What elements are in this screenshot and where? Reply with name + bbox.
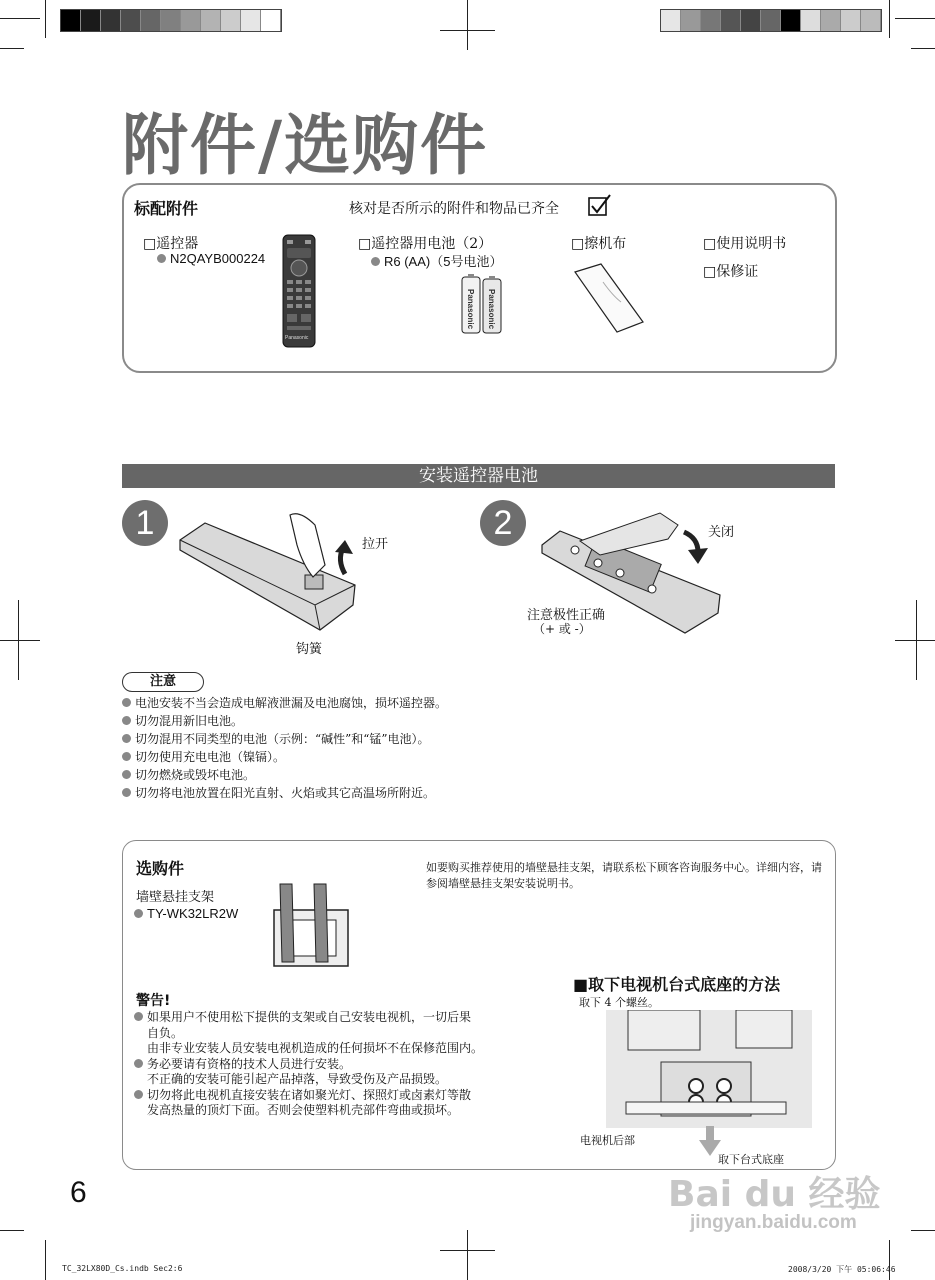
close-arrow-icon [680, 528, 710, 564]
bullet-icon [134, 1059, 143, 1068]
warning-item-cont: 不正确的安装可能引起产品掉落，导致受伤及产品损毁。 [147, 1072, 448, 1086]
caution-item: 切勿燃烧或毁坏电池。 [122, 766, 447, 784]
battery-brand-2: Panasonic [487, 289, 496, 330]
open-arrow-icon [333, 540, 357, 576]
footer-right: 2008/3/20 下午 05:06:46 [788, 1265, 896, 1274]
warning-item-cont: 自负。 [147, 1025, 184, 1040]
check-instruction: 核对是否所示的附件和物品已齐全 [349, 201, 559, 217]
item-battery-code: R6 (AA)（5号电池） [371, 251, 502, 270]
batteries-image [460, 273, 504, 335]
caution-item: 切勿使用充电电池（镍镉）。 [122, 748, 447, 766]
polarity-sub: （+ 或 -） [533, 622, 591, 636]
wall-bracket-label: 墙壁悬挂支架 [136, 890, 215, 905]
standard-heading: 标配附件 [134, 199, 199, 218]
item-manual-label: □使用说明书 [703, 236, 787, 252]
remove-stand-label: 取下台式底座 [718, 1153, 784, 1166]
calibration-bar-right [660, 9, 882, 32]
item-remote-code: N2QAYB000224 [157, 251, 265, 266]
checkbox-checked-icon [588, 193, 610, 215]
bullet-icon [134, 1012, 143, 1021]
bullet-icon [122, 788, 131, 797]
watermark-url: jingyan.baidu.com [690, 1212, 857, 1233]
warning-item-cont: 由非专业安装人员安装电视机造成的任何损坏不在保修范围内。 [147, 1041, 484, 1055]
bullet-icon [122, 752, 131, 761]
optional-heading: 选购件 [136, 859, 185, 878]
calibration-bar-left [60, 9, 282, 32]
item-cloth-label: □擦机布 [571, 236, 627, 252]
item-battery-label: □遥控器用电池（2） [358, 236, 493, 252]
item-warranty-label: □保修证 [703, 264, 759, 280]
bullet-icon [134, 909, 143, 918]
page-number: 6 [70, 1176, 87, 1209]
hook-label: 钩簧 [296, 642, 323, 657]
caution-list [122, 694, 447, 802]
cleaning-cloth-image [573, 262, 645, 334]
caution-item: 切勿混用不同类型的电池（示例：“碱性”和“锰”电池）。 [122, 730, 447, 748]
tv-back-image [606, 1010, 812, 1128]
item-remote-label: □遥控器 [143, 236, 199, 252]
caution-item: 电池安装不当会造成电解液泄漏及电池腐蚀，损坏遥控器。 [122, 694, 447, 712]
caution-item: 切勿混用新旧电池。 [122, 712, 447, 730]
bullet-icon [122, 734, 131, 743]
purchase-note: 如要购买推荐使用的墙壁悬挂支架，请联系松下顾客咨询服务中心。详细内容，请参阅墙壁悬挂支架安装说明书。 [426, 861, 822, 890]
warning-item: 切勿将此电视机直接安装在诸如聚光灯、探照灯或卤素灯等散 [134, 1088, 544, 1104]
warning-item: 如果用户不使用松下提供的支架或自己安装电视机，一切后果 [134, 1010, 544, 1026]
polarity-label: 注意极性正确 [527, 608, 606, 623]
footer-left: TC_32LX80D_Cs.indb Sec2:6 [62, 1264, 183, 1273]
warning-item: 务必要请有资格的技术人员进行安装。 [134, 1057, 544, 1073]
bullet-icon [134, 1090, 143, 1099]
close-label: 关闭 [708, 525, 735, 540]
bullet-icon [371, 257, 380, 266]
remote-control-image [282, 234, 316, 348]
caution-title: 注意 [122, 672, 204, 692]
bullet-icon [122, 698, 131, 707]
step-2-number: 2 [480, 500, 526, 546]
wall-bracket-image [270, 882, 352, 972]
tv-back-label: 电视机后部 [580, 1134, 635, 1147]
bullet-icon [122, 770, 131, 779]
warning-item-cont: 发高热量的顶灯下面。否则会使塑料机壳部件弯曲或损坏。 [147, 1103, 460, 1117]
battery-section-banner: 安装遥控器电池 [122, 464, 835, 488]
remote-brand: Panasonic [285, 335, 309, 341]
caution-item: 切勿将电池放置在阳光直射、火焰或其它高温场所附近。 [122, 784, 447, 802]
bullet-icon [122, 716, 131, 725]
step-1-number: 1 [122, 500, 168, 546]
page-title: 附件/选购件 [122, 107, 489, 184]
open-label: 拉开 [362, 537, 389, 552]
stand-removal-sub: 取下 4 个螺丝。 [579, 996, 659, 1009]
warning-list [134, 1010, 544, 1119]
bullet-icon [157, 254, 166, 263]
battery-brand-1: Panasonic [466, 289, 475, 330]
watermark-logo: Bai du 经验 [668, 1174, 881, 1215]
warning-title: 警告! [136, 993, 171, 1009]
stand-removal-title: ■取下电视机台式底座的方法 [573, 975, 781, 994]
wall-bracket-code: TY-WK32LR2W [134, 906, 238, 921]
